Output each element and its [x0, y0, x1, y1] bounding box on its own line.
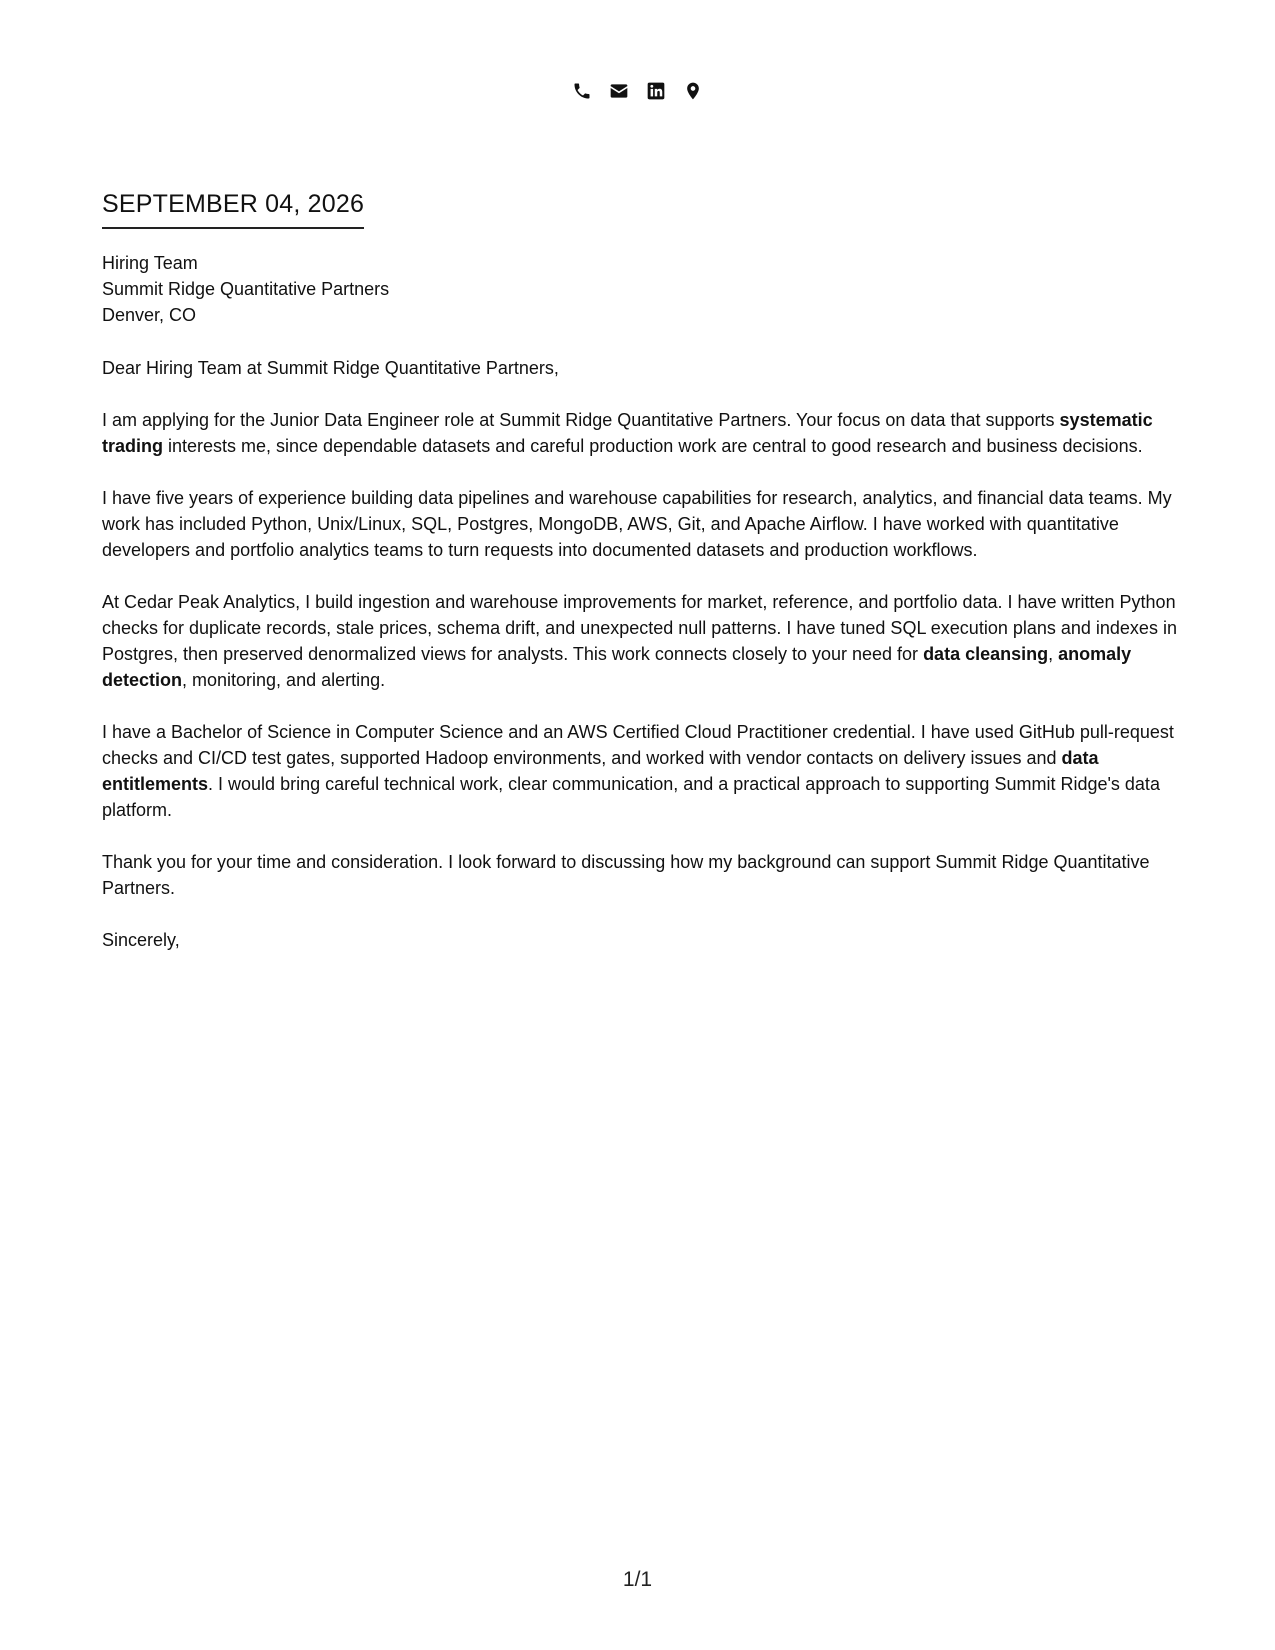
paragraph-text: , monitoring, and alerting. — [182, 670, 386, 690]
recipient-line: Denver, CO — [102, 305, 197, 325]
letter-date: SEPTEMBER 04, 2026 — [102, 190, 364, 229]
phone-icon[interactable] — [572, 81, 592, 101]
paragraph-text: Thank you for your time and consideration. I look forward to discussing how my background can support Summit Ridge Quantitative Partners. — [102, 852, 1150, 898]
envelope-icon[interactable] — [609, 81, 629, 101]
paragraph-thanks — [102, 849, 1182, 901]
paragraph-intro — [102, 407, 1182, 459]
paragraph-text: I have a Bachelor of Science in Computer Science and an AWS Certified Cloud Practitioner credential. I have used GitHub pull-request checks and CI/CD test gates, supported Hadoop environments, and worked with vendor contacts on delivery issues and — [102, 722, 1174, 768]
bold-keyword: systematic trading — [102, 410, 1153, 456]
paragraph-experience — [102, 485, 1182, 563]
letter-body — [102, 250, 1182, 953]
paragraph-text: At Cedar Peak Analytics, I build ingestion and warehouse improvements for market, reference, and portfolio data. I have written Python checks for duplicate records, stale prices, schema drift, and unexpected null patterns. I have tuned SQL execution plans and indexes in Postgres, then preserved denormalized views for analysts. This work connects closely to your need for — [102, 592, 1177, 664]
map-pin-icon[interactable] — [683, 81, 703, 101]
paragraph-text: I am applying for the Junior Data Engineer role at Summit Ridge Quantitative Partners. Your focus on data that supports — [102, 410, 1060, 430]
paragraph-text: , — [1048, 644, 1059, 664]
recipient-line: Hiring Team — [102, 253, 198, 273]
linkedin-icon[interactable] — [646, 81, 666, 101]
paragraph-text: . I would bring careful technical work, clear communication, and a practical approach to supporting Summit Ridge's data platform. — [102, 774, 1160, 820]
recipient-address — [102, 250, 1182, 328]
page-number: 1/1 — [622, 1568, 653, 1591]
bold-keyword: anomaly detection — [102, 644, 1132, 690]
paragraph-education — [102, 719, 1182, 823]
paragraph-text: I have five years of experience building data pipelines and warehouse capabilities for research, analytics, and financial data teams. My work has included Python, Unix/Linux, SQL, Postgres, MongoDB, AWS, Git, and Apache Airflow. I have worked with quantitative developers and portfolio analytics teams to turn requests into documented datasets and production workflows. — [102, 488, 1172, 560]
date-block — [102, 190, 364, 229]
contact-bar — [0, 80, 1275, 102]
salutation: Dear Hiring Team at Summit Ridge Quantitative Partners, — [102, 358, 559, 378]
closing: Sincerely, — [102, 930, 180, 950]
bold-keyword: data cleansing — [923, 644, 1049, 664]
paragraph-text: interests me, since dependable datasets and careful production work are central to good research and business decisions. — [163, 436, 1143, 456]
paragraph-current-role — [102, 589, 1182, 693]
recipient-line: Summit Ridge Quantitative Partners — [102, 279, 390, 299]
bold-keyword: data entitlements — [102, 748, 1099, 794]
